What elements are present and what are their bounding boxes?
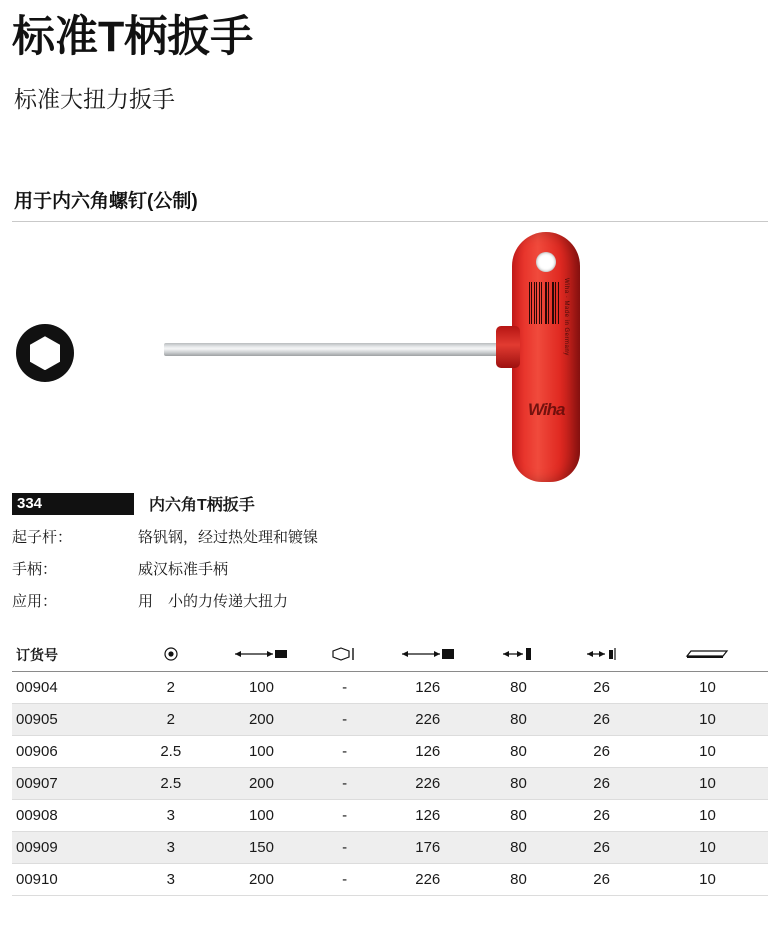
cell-hex-size: 3 (133, 832, 209, 864)
column-header-pack-quantity (647, 641, 768, 672)
cell-hex-cross-section: - (314, 768, 374, 800)
spec-value: 威汉标准手柄 (138, 561, 229, 579)
table-row[interactable] (12, 704, 768, 736)
cell-hex-cross-section: - (314, 672, 374, 704)
cell-handle-depth: 26 (556, 736, 647, 768)
cell-handle-width: 80 (481, 672, 557, 704)
cell-hex-size: 3 (133, 800, 209, 832)
cell-total-length: 226 (375, 768, 481, 800)
cell-handle-width: 80 (481, 800, 557, 832)
cell-handle-depth: 26 (556, 800, 647, 832)
cell-total-length: 226 (375, 704, 481, 736)
cell-hex-cross-section: - (314, 832, 374, 864)
blade-length-icon (233, 647, 289, 664)
spec-row (12, 526, 768, 547)
dimensions-table (12, 641, 768, 896)
cell-hex-size: 2 (133, 704, 209, 736)
cell-handle-depth: 26 (556, 768, 647, 800)
cell-handle-depth: 26 (556, 832, 647, 864)
cell-hex-size: 2.5 (133, 768, 209, 800)
cell-blade-length: 100 (209, 800, 315, 832)
table-row[interactable] (12, 736, 768, 768)
table-row[interactable] (12, 768, 768, 800)
spec-row (12, 590, 768, 611)
column-header-blade-length (209, 641, 315, 672)
hex-cross-section-icon (332, 647, 358, 664)
cell-pack-quantity: 10 (647, 672, 768, 704)
cell-blade-length: 200 (209, 704, 315, 736)
cell-pack-quantity: 10 (647, 832, 768, 864)
cell-handle-depth: 26 (556, 864, 647, 896)
cell-pack-quantity: 10 (647, 768, 768, 800)
cell-blade-length: 100 (209, 736, 315, 768)
cell-pack-quantity: 10 (647, 864, 768, 896)
total-length-icon (400, 647, 456, 664)
cell-hex-size: 2 (133, 672, 209, 704)
hexagon-profile-inner (30, 336, 60, 370)
page-title: 标准T柄扳手 (12, 13, 254, 61)
column-header-order-number: 订货号 (12, 641, 133, 672)
column-header-hex-size (133, 641, 209, 672)
cell-pack-quantity: 10 (647, 800, 768, 832)
column-header-hex-cross-section (314, 641, 374, 672)
spec-value: 铬钒钢，经过热处理和镀镍 (138, 529, 319, 547)
cell-hex-size: 2.5 (133, 736, 209, 768)
cell-pack-quantity: 10 (647, 704, 768, 736)
cell-handle-width: 80 (481, 832, 557, 864)
column-header-handle-width (481, 641, 557, 672)
cell-blade-length: 100 (209, 672, 315, 704)
cell-blade-length: 200 (209, 768, 315, 800)
cell-pack-quantity: 10 (647, 736, 768, 768)
cell-order-number: 00908 (12, 800, 133, 832)
hexagon-profile-icon (16, 324, 74, 382)
page-subtitle: 标准大扭力扳手 (14, 86, 175, 113)
cell-order-number: 00910 (12, 864, 133, 896)
cell-total-length: 126 (375, 736, 481, 768)
cell-order-number: 00907 (12, 768, 133, 800)
spec-label: 应用： (12, 593, 58, 611)
product-illustration (12, 222, 768, 490)
wrench-handle-collar (496, 326, 520, 368)
column-header-total-length (375, 641, 481, 672)
cell-handle-width: 80 (481, 768, 557, 800)
cell-handle-width: 80 (481, 736, 557, 768)
cell-handle-width: 80 (481, 864, 557, 896)
spec-row (12, 558, 768, 579)
handle-width-icon (501, 647, 535, 664)
product-code-badge: 334 (12, 493, 134, 515)
cell-hex-cross-section: - (314, 736, 374, 768)
table-header-row (12, 641, 768, 672)
cell-hex-cross-section: - (314, 864, 374, 896)
cell-order-number: 00909 (12, 832, 133, 864)
table-body (12, 672, 768, 896)
pack-quantity-icon (685, 647, 729, 664)
handle-imprint-text: Wiha · Made in Germany (563, 278, 569, 356)
product-name: 内六角T柄扳手 (149, 497, 255, 515)
cell-total-length: 226 (375, 864, 481, 896)
spec-value: 用 小的力传递大扭力 (138, 593, 289, 611)
cell-handle-depth: 26 (556, 672, 647, 704)
wrench-shaft (164, 343, 504, 356)
barcode-icon (529, 282, 559, 324)
cell-hex-cross-section: - (314, 704, 374, 736)
cell-total-length: 176 (375, 832, 481, 864)
cell-handle-depth: 26 (556, 704, 647, 736)
handle-depth-icon (585, 647, 619, 664)
cell-total-length: 126 (375, 800, 481, 832)
cell-total-length: 126 (375, 672, 481, 704)
column-header-handle-depth (556, 641, 647, 672)
cell-blade-length: 150 (209, 832, 315, 864)
section-heading: 用于内六角螺钉(公制) (14, 191, 198, 213)
product-code-row (12, 492, 768, 515)
table-row[interactable] (12, 800, 768, 832)
table-row[interactable] (12, 832, 768, 864)
cell-handle-width: 80 (481, 704, 557, 736)
brand-logo: Wiha (528, 400, 565, 420)
catalog-page (0, 14, 780, 896)
cell-hex-cross-section: - (314, 800, 374, 832)
cell-blade-length: 200 (209, 864, 315, 896)
cell-order-number: 00904 (12, 672, 133, 704)
cell-hex-size: 3 (133, 864, 209, 896)
table-row[interactable] (12, 864, 768, 896)
hex-size-dot-icon (162, 647, 180, 664)
spec-label: 起子杆： (12, 529, 73, 547)
spec-label: 手柄： (12, 561, 58, 579)
cell-order-number: 00905 (12, 704, 133, 736)
table-row[interactable] (12, 672, 768, 704)
cell-order-number: 00906 (12, 736, 133, 768)
